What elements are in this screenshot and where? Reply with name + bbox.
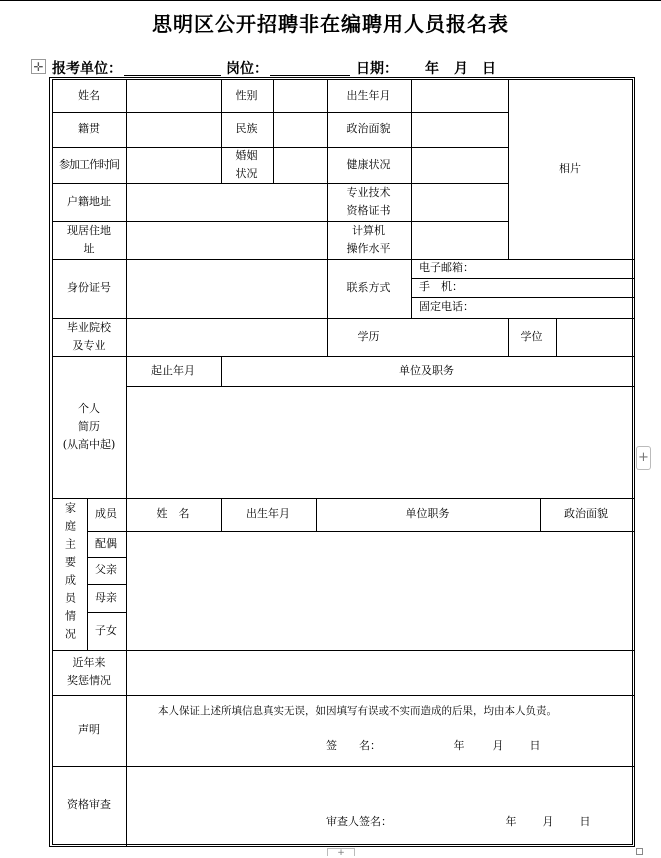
native-label: 籍贯 [78, 122, 100, 135]
political-input[interactable] [411, 112, 507, 146]
gender-input[interactable] [273, 80, 326, 111]
add-column-plus-icon[interactable]: + [636, 446, 651, 470]
birth-input[interactable] [411, 80, 507, 111]
resume-label-line1: 个人 [78, 401, 100, 415]
resume-label-line3: (从高中起) [62, 437, 116, 451]
position-input[interactable] [270, 75, 350, 76]
education-input[interactable] [411, 318, 507, 355]
family-members-input[interactable] [126, 531, 632, 649]
computer-input[interactable] [411, 221, 507, 258]
form-title: 思明区公开招聘非在编聘用人员报名表 [152, 12, 509, 36]
computer-label [327, 221, 410, 258]
work-start-input[interactable] [126, 147, 220, 182]
school-label [53, 318, 125, 355]
ethnicity-input[interactable] [273, 112, 326, 146]
mobile-field[interactable]: 手 机： [419, 280, 463, 293]
spouse-label: 配偶 [95, 536, 117, 550]
hukou-label: 户籍地址 [67, 194, 111, 208]
cert-input[interactable] [411, 183, 507, 220]
apply-unit-label: 报考单位： [52, 61, 122, 77]
sign-day: 日 [529, 739, 541, 752]
sign-label: 签 名： [326, 739, 381, 752]
awards-label [53, 650, 125, 694]
page-top-border [0, 0, 661, 1]
add-row-plus-icon[interactable]: + [327, 848, 355, 856]
degree-label: 学位 [520, 329, 543, 343]
degree-input[interactable] [556, 318, 632, 355]
review-label: 资格审查 [67, 798, 111, 811]
health-label: 健康状况 [346, 157, 391, 171]
resume-label [53, 356, 125, 497]
declaration-text: 本人保证上述所填信息真实无误，如因填写有误或不实而造成的后果，均由本人负责。 [158, 705, 557, 717]
cert-label-line2: 资格证书 [346, 203, 391, 217]
residence-label-line2: 址 [83, 241, 95, 255]
school-label-line2: 及专业 [72, 338, 106, 352]
resume-label-line2: 简历 [78, 419, 100, 433]
period-header: 起止年月 [151, 363, 195, 377]
unit-duty-header: 单位及职务 [399, 363, 454, 377]
health-input[interactable] [411, 147, 507, 182]
apply-unit-input[interactable] [124, 75, 221, 76]
father-label: 父亲 [95, 563, 117, 576]
sign-input[interactable] [396, 737, 446, 755]
marital-label-line1: 婚姻 [235, 148, 258, 162]
name-label: 姓名 [78, 88, 100, 102]
awards-label-line1: 近年来 [72, 656, 106, 669]
marital-input[interactable] [273, 147, 326, 182]
email-field[interactable]: 电子邮箱： [419, 261, 474, 274]
date-label: 日期： [356, 61, 398, 77]
table-move-handle-icon[interactable]: ✛ [31, 59, 46, 74]
school-label-line1: 毕业院校 [67, 320, 111, 334]
member-political-header: 政治面貌 [564, 507, 608, 520]
review-month: 月 [542, 815, 554, 828]
computer-label-line2: 操作水平 [346, 241, 391, 255]
id-number-input[interactable] [126, 259, 326, 317]
computer-label-line1: 计算机 [352, 223, 385, 237]
member-birth-header: 出生年月 [246, 507, 290, 520]
marital-label [221, 147, 272, 182]
name-input[interactable] [126, 80, 220, 111]
work-start-label: 参加工作时间 [59, 157, 119, 171]
native-input[interactable] [126, 112, 220, 146]
residence-input[interactable] [126, 221, 326, 258]
mother-label: 母亲 [95, 590, 117, 604]
contact-label: 联系方式 [346, 281, 391, 294]
resume-input[interactable] [126, 386, 632, 497]
family-label: 家庭主要成员情况 [63, 501, 77, 646]
sign-month: 月 [492, 739, 504, 752]
hukou-input[interactable] [126, 183, 326, 220]
political-label: 政治面貌 [346, 122, 391, 135]
cert-label-line1: 专业技术 [346, 185, 391, 199]
ethnicity-label: 民族 [235, 122, 258, 135]
date-month: 月 [454, 61, 468, 77]
review-day: 日 [579, 815, 591, 828]
date-day: 日 [482, 61, 496, 77]
marital-label-line2: 状况 [235, 166, 258, 180]
id-number-label: 身份证号 [67, 281, 111, 294]
awards-label-line2: 奖惩情况 [67, 674, 111, 687]
position-label: 岗位： [226, 61, 268, 77]
sign-year: 年 [453, 739, 465, 752]
member-name-header: 姓 名 [156, 507, 190, 520]
gender-label: 性别 [235, 88, 258, 102]
children-label: 子女 [95, 623, 117, 637]
residence-label-line1: 现居住地 [67, 223, 111, 237]
review-year: 年 [505, 815, 517, 828]
landline-field[interactable]: 固定电话： [419, 300, 474, 313]
member-header: 成员 [95, 507, 117, 520]
education-label: 学历 [357, 329, 380, 343]
reviewer-sign-label: 审查人签名： [326, 815, 392, 828]
cert-label [327, 183, 410, 220]
birth-label: 出生年月 [346, 88, 391, 102]
photo-box[interactable]: 相片 [559, 162, 581, 175]
review-input[interactable] [126, 766, 632, 812]
table-resize-handle-icon[interactable] [636, 848, 643, 855]
residence-label [53, 221, 125, 258]
school-input[interactable] [126, 318, 326, 355]
member-unit-header: 单位职务 [405, 507, 450, 520]
declaration-label: 声明 [78, 723, 100, 736]
awards-input[interactable] [126, 650, 632, 694]
date-year: 年 [425, 61, 439, 77]
